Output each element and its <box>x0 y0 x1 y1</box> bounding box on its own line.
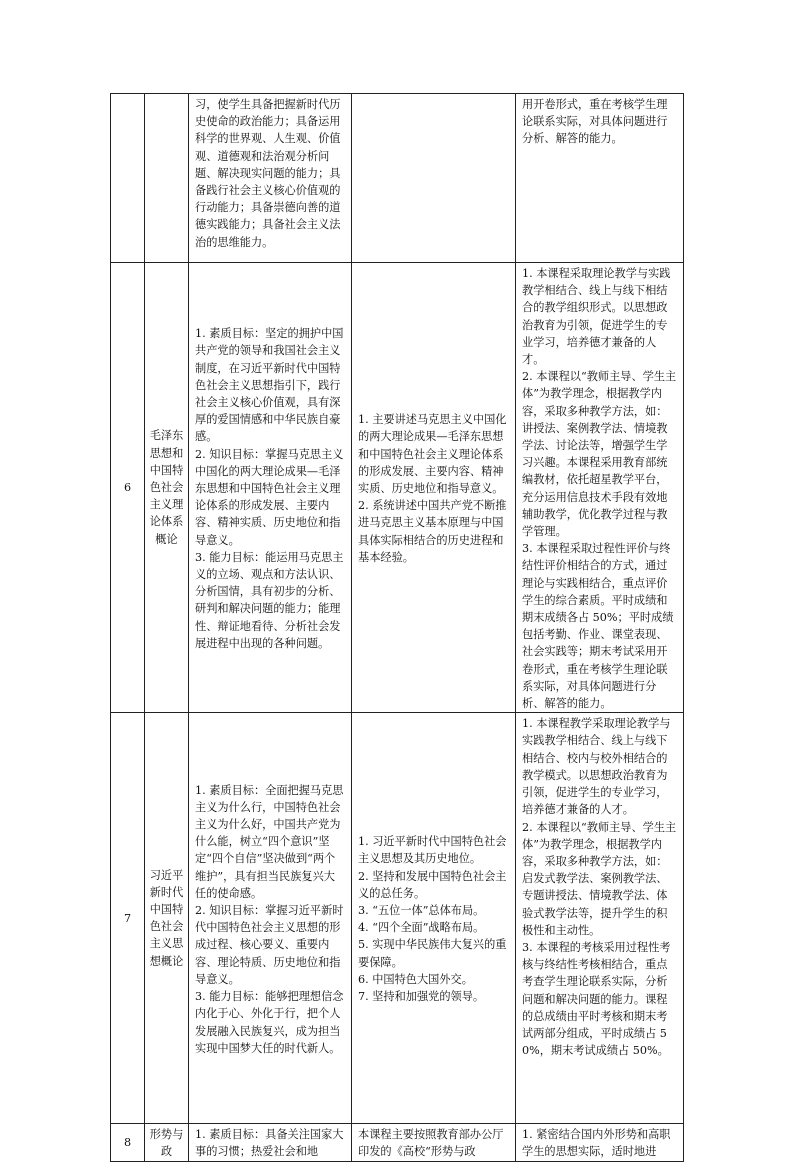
table-row <box>111 94 684 263</box>
course-content: 1. 习近平新时代中国特色社会主义思想及其历史地位。 2. 坚持和发展中国特色社会主义的总任务。 3. “五位一体”总体布局。 4. “四个全面”战略布局。 5. 实现中华民族伟大复兴的重要保障。 6. 中国特色大国外交。 7. 坚持和加强党的领导。 <box>352 713 516 1124</box>
course-requirements: 用开卷形式，重在考核学生理论联系实际，对具体问题进行分析、解答的能力。 <box>516 94 684 263</box>
table-row <box>111 1124 684 1162</box>
course-objectives: 习，使学生具备把握新时代历史使命的政治能力；具备运用科学的世界观、人生观、价值观、道德观和法治观分析问题、解决现实问题的能力；具备践行社会主义核心价值观的行动能力；具备崇德向善的道德实践能力；具备社会主义法治的思维能力。 <box>189 94 352 263</box>
course-name: 习近平新时代中国特色社会主义思想概论 <box>145 713 189 1124</box>
course-content <box>352 94 516 263</box>
course-name: 毛泽东思想和中国特色社会主义理论体系概论 <box>145 263 189 713</box>
course-objectives: 1. 素质目标：具备关注国家大事的习惯；热爱社会和地 <box>189 1124 352 1162</box>
course-name: 形势与政 <box>145 1124 189 1162</box>
course-number <box>111 94 145 263</box>
course-content: 本课程主要按照教育部办公厅印发的《高校“形势与政 <box>352 1124 516 1162</box>
course-content: 1. 主要讲述马克思主义中国化的两大理论成果—毛泽东思想和中国特色社会主义理论体系的形成发展、主要内容、精神实质、历史地位和指导意义。 2. 系统讲述中国共产党不断推进马克思主义基本原理与中国具体实际相结合的历史进程和基本经验。 <box>352 263 516 713</box>
course-name <box>145 94 189 263</box>
course-objectives: 1. 素质目标：坚定的拥护中国共产党的领导和我国社会主义制度，在习近平新时代中国特色社会主义思想指引下，践行社会主义核心价值观，具有深厚的爱国情感和中华民族自豪感。 2. 知识目标：掌握马克思主义中国化的两大理论成果—毛泽东思想和中国特色社会主义理论体系的形成发展、主要内容、精神实质、历史地位和指导意义。 3. 能力目标：能运用马克思主义的立场、观点和方法认识、分析国情，具有初步的分析、研判和解决问题的能力；能理性、辩证地看待、分析社会发展进程中出现的各种问题。 <box>189 263 352 713</box>
course-number: 6 <box>111 263 145 713</box>
table-row <box>111 263 684 713</box>
course-number: 8 <box>111 1124 145 1162</box>
course-requirements: 1. 紧密结合国内外形势和高职学生的思想实际，适时地进 <box>516 1124 684 1162</box>
curriculum-table <box>110 93 684 1162</box>
table-row <box>111 713 684 1124</box>
course-requirements: 1. 本课程教学采取理论教学与实践教学相结合、线上与线下相结合、校内与校外相结合的教学模式。以思想政治教育为引领，促进学生的专业学习，培养德才兼备的人才。 2. 本课程以“教师主导、学生主体”为教学理念，根据教学内容，采取多种教学方法，如：启发式教学法、案例教学法、专题讲授法、情境教学法、体验式教学法等，提升学生的积极性和主动性。 3. 本课程的考核采用过程性考核与终结性考核相结合，重点考查学生理论联系实际，分析问题和解决问题的能力。课程的总成绩由平时考核和期末考试两部分组成，平时成绩占 50%，期末考试成绩占 50%。 <box>516 713 684 1124</box>
course-number: 7 <box>111 713 145 1124</box>
course-objectives: 1. 素质目标：全面把握马克思主义为什么行，中国特色社会主义为什么好，中国共产党为什么能，树立“四个意识”坚定“四个自信”坚决做到“两个维护”，具有担当民族复兴大任的使命感。 2. 知识目标：掌握习近平新时代中国特色社会主义思想的形成过程、核心要义、重要内容、理论特质、历史地位和指导意义。 3. 能力目标：能够把理想信念内化于心、外化于行，把个人发展融入民族复兴，成为担当实现中国梦大任的时代新人。 <box>189 713 352 1124</box>
course-requirements: 1. 本课程采取理论教学与实践教学相结合、线上与线下相结合的教学组织形式。以思想政治教育为引领，促进学生的专业学习，培养德才兼备的人才。 2. 本课程以“教师主导、学生主体”为教学理念，根据教学内容，采取多种教学方法，如：讲授法、案例教学法、情境教学法、讨论法等，增强学生学习兴趣。本课程采用教育部统编教材，依托超星教学平台，充分运用信息技术手段有效地辅助教学，优化教学过程与教学管理。 3. 本课程采取过程性评价与终结性评价相结合的方式，通过理论与实践相结合，重点评价学生的综合素质。平时成绩和期末成绩各占 50%；平时成绩包括考勤、作业、课堂表现、社会实践等；期末考试采用开卷形式，重在考核学生理论联系实际，对具体问题进行分析、解答的能力。 <box>516 263 684 713</box>
